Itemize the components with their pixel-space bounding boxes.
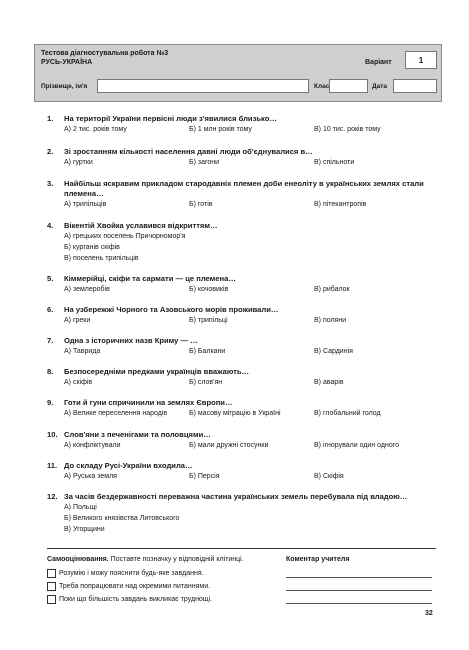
page-number: 32	[425, 610, 433, 617]
question-number: 2.	[47, 147, 54, 156]
self-assessment-item-1[interactable]	[47, 569, 204, 578]
question-9	[47, 398, 437, 420]
question-4	[47, 221, 437, 265]
option-b[interactable]: Б) масову міграцію в Україні	[189, 410, 281, 417]
option-c[interactable]: В) пітекантропів	[314, 201, 367, 208]
question-text: Зі зростанням кількості населення давні люди об'єднувалися в…	[64, 147, 313, 156]
question-number: 9.	[47, 398, 54, 407]
test-title	[41, 50, 168, 67]
test-title-line2: РУСЬ-УКРАЇНА	[41, 58, 93, 66]
teacher-comment-label: Коментар учителя	[286, 556, 350, 563]
question-6	[47, 305, 437, 327]
option-b[interactable]: Б) кочовиків	[189, 286, 229, 293]
question-7	[47, 336, 437, 358]
question-11	[47, 461, 437, 483]
option-c[interactable]: В) поселень трипільців	[64, 255, 139, 262]
question-number: 1.	[47, 114, 54, 123]
question-text: Слов'яни з печенігами та половцями…	[64, 430, 211, 439]
self-assessment-item-2[interactable]	[47, 582, 210, 591]
question-number: 6.	[47, 305, 54, 314]
class-label: Клас	[314, 83, 330, 90]
teacher-comment-line[interactable]	[286, 603, 432, 604]
option-a[interactable]: А) трипільців	[64, 201, 107, 208]
option-a[interactable]: А) землеробів	[64, 286, 110, 293]
option-b[interactable]: Б) 1 млн років тому	[189, 126, 252, 133]
question-number: 8.	[47, 367, 54, 376]
question-text: За часів бездержавності переважна частина українських земель перебувала під владою…	[64, 492, 408, 501]
question-number: 5.	[47, 274, 54, 283]
question-number: 4.	[47, 221, 54, 230]
option-a[interactable]: А) Руська земля	[64, 473, 117, 480]
question-1	[47, 114, 437, 136]
question-3	[47, 179, 437, 211]
question-text: До складу Русі-України входила…	[64, 461, 193, 470]
option-b[interactable]: Б) курганів скіфів	[64, 244, 120, 251]
option-a[interactable]: А) греки	[64, 317, 91, 324]
question-10	[47, 430, 437, 452]
self-assessment-item-label: Треба попрацювати над окремими питаннями.	[59, 583, 211, 590]
question-5	[47, 274, 437, 296]
option-a[interactable]: А) грецьких поселень Причорномор'я	[64, 233, 186, 240]
option-c[interactable]: В) аварів	[314, 379, 344, 386]
self-assessment-item-3[interactable]	[47, 595, 212, 604]
date-label: Дата	[372, 83, 388, 90]
self-assessment-item-label: Поки що більшість завдань викликає труднощі.	[59, 596, 213, 603]
option-c[interactable]: В) поляни	[314, 317, 347, 324]
question-number: 3.	[47, 179, 54, 188]
option-b[interactable]: Б) мали дружні стосунки	[189, 442, 269, 449]
option-a[interactable]: А) гуртки	[64, 159, 93, 166]
question-number: 11.	[47, 461, 58, 470]
self-assessment-title	[47, 556, 244, 563]
option-a[interactable]: А) Велике переселення народів	[64, 410, 168, 417]
self-assessment-title-rest: Поставте позначку у відповідній клітинці.	[108, 556, 244, 563]
question-text: Безпосередніми предками українців вважають…	[64, 367, 250, 376]
option-b[interactable]: Б) готів	[189, 201, 213, 208]
question-text: Готи й гуни спричинили на землях Європи…	[64, 398, 233, 407]
checkbox[interactable]	[47, 595, 56, 604]
question-text: На території України первісні люди з'явилися близько…	[64, 114, 277, 123]
question-number: 12.	[47, 492, 58, 501]
option-a[interactable]: А) конфліктували	[64, 442, 121, 449]
question-8	[47, 367, 437, 389]
self-assessment-title-bold: Самооцінювання.	[47, 556, 109, 563]
question-text: Найбільш яскравим прикладом стародавніх племен доби енеоліту в українських землях стали племена…	[64, 179, 424, 198]
date-field[interactable]	[393, 79, 437, 93]
option-b[interactable]: Б) слов'ян	[189, 379, 223, 386]
option-a[interactable]: А) Таврида	[64, 348, 101, 355]
section-divider	[47, 548, 436, 549]
option-b[interactable]: Б) Балкани	[189, 348, 226, 355]
name-field[interactable]	[97, 79, 309, 93]
option-b[interactable]: Б) Великого князівства Литовського	[64, 515, 180, 522]
question-text: На узбережжі Чорного та Азовського морів проживали…	[64, 305, 279, 314]
teacher-comment-line[interactable]	[286, 577, 432, 578]
variant-label: Варіант	[365, 59, 392, 66]
option-b[interactable]: Б) трипільці	[189, 317, 228, 324]
class-field[interactable]	[329, 79, 368, 93]
variant-field[interactable]: 1	[405, 51, 437, 69]
option-c[interactable]: В) рибалок	[314, 286, 350, 293]
option-a[interactable]: А) 2 тис. років тому	[64, 126, 127, 133]
option-c[interactable]: В) глобальний голод	[314, 410, 381, 417]
question-number: 7.	[47, 336, 54, 345]
option-a[interactable]: А) Польщі	[64, 504, 97, 511]
name-label: Прізвище, ім'я	[41, 83, 88, 90]
question-text: Вікентій Хвойка уславився відкриттям…	[64, 221, 218, 230]
question-text: Кіммерійці, скіфи та сармати — це племена…	[64, 274, 236, 283]
teacher-comment-line[interactable]	[286, 590, 432, 591]
option-c[interactable]: В) 10 тис. років тому	[314, 126, 381, 133]
checkbox[interactable]	[47, 569, 56, 578]
self-assessment-item-label: Розумію і можу пояснити будь-яке завдання.	[59, 570, 204, 577]
question-number: 10.	[47, 430, 58, 439]
option-c[interactable]: В) Скіфія	[314, 473, 344, 480]
option-b[interactable]: Б) загони	[189, 159, 220, 166]
option-c[interactable]: В) спільноти	[314, 159, 355, 166]
option-c[interactable]: В) ігнорували один одного	[314, 442, 400, 449]
option-a[interactable]: А) скіфів	[64, 379, 93, 386]
question-text: Одна з історичних назв Криму — …	[64, 336, 198, 345]
option-c[interactable]: В) Сардинія	[314, 348, 353, 355]
option-b[interactable]: Б) Персія	[189, 473, 220, 480]
question-12	[47, 492, 437, 536]
option-c[interactable]: В) Угорщини	[64, 526, 105, 533]
checkbox[interactable]	[47, 582, 56, 591]
test-header	[34, 44, 442, 102]
question-2	[47, 147, 437, 169]
test-title-line1: Тестова діагностувальна робота №3	[41, 50, 169, 57]
